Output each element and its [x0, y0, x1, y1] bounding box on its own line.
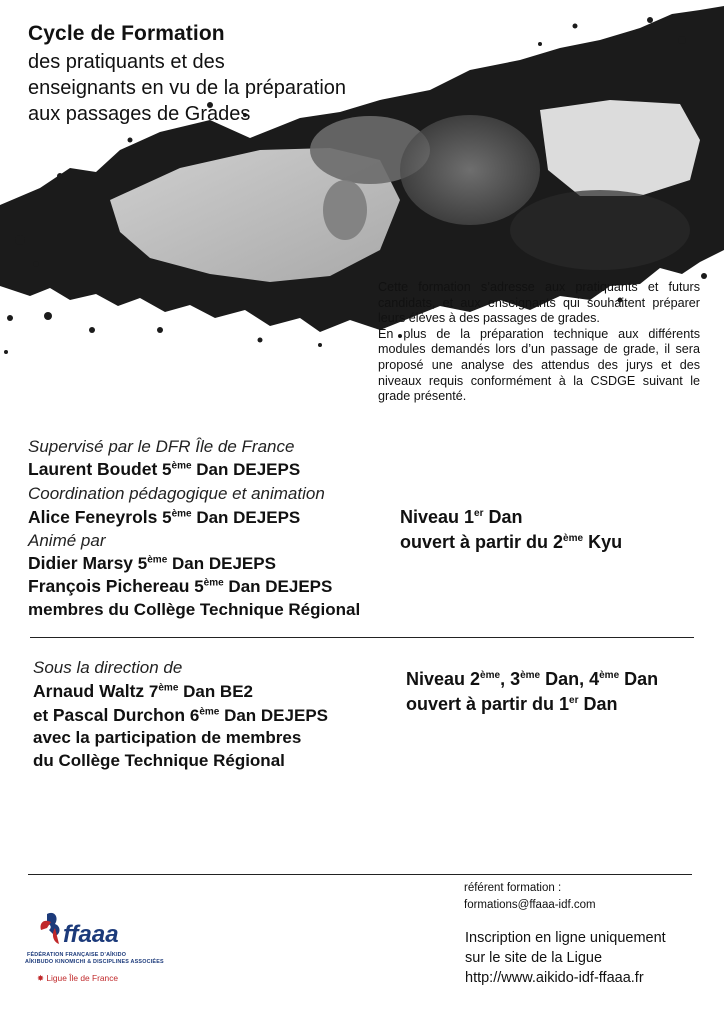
staff-name: Alice Feneyrols	[28, 507, 158, 527]
staff-arnaud-waltz	[33, 681, 253, 702]
staff-didier-marsy	[28, 553, 276, 574]
inscription-line-2: sur le site de la Ligue	[465, 950, 603, 966]
staff-rank: Dan DEJEPS	[219, 706, 328, 725]
level-text: Dan	[578, 694, 618, 714]
staff-rank: Dan DEJEPS	[191, 508, 301, 527]
college-label: du Collège Technique Régional	[33, 751, 285, 770]
staff-rank-number: 5	[194, 577, 204, 596]
level-text: , 3	[500, 669, 521, 689]
staff-francois-pichereau	[28, 576, 332, 597]
level-sup: ème	[563, 533, 584, 544]
banner-light-area-right	[540, 100, 700, 196]
inscription-line-1: Inscription en ligne uniquement	[465, 930, 666, 946]
level-sup: ème	[480, 670, 501, 681]
supervise-label: Supervisé par le DFR Île de France	[28, 437, 295, 456]
members-label: membres du Collège Technique Régional	[28, 600, 361, 619]
level-sup: er	[569, 695, 579, 706]
level-text: ouvert à partir du 1	[406, 694, 570, 714]
league-label	[37, 973, 118, 983]
inscription-url-link[interactable]: http://www.aikido-idf-ffaaa.fr	[465, 970, 644, 986]
level-text: Kyu	[583, 532, 623, 552]
league-name: Ligue Île de France	[46, 973, 119, 983]
level-sup: ème	[520, 670, 541, 681]
level-text: Dan, 4	[540, 669, 600, 689]
level-sup: ème	[599, 670, 620, 681]
staff-name: Arnaud Waltz	[33, 681, 145, 701]
level-2-requirement	[406, 694, 618, 715]
level-text: Dan	[619, 669, 659, 689]
subtitle-line-2: enseignants en vu de la préparation	[28, 77, 347, 99]
staff-rank-sup: ème	[203, 577, 224, 589]
ffaaa-logo-mark	[25, 908, 175, 950]
banner-hand-blur	[323, 180, 367, 240]
direction-label: Sous la direction de	[33, 658, 183, 677]
staff-rank-sup: ème	[171, 460, 192, 472]
banner-body-blur	[400, 115, 540, 225]
level-1-requirement	[400, 532, 622, 553]
level-text: Dan	[483, 507, 523, 527]
staff-rank-number: 7	[148, 682, 159, 701]
staff-rank: Dan DEJEPS	[223, 577, 333, 596]
page-title: Cycle de Formation	[28, 22, 225, 45]
staff-name: Pascal Durchon	[52, 705, 186, 725]
star-icon: ✸	[37, 973, 45, 983]
referent-label: référent formation :	[464, 882, 562, 894]
subtitle-line-1: des pratiquants et des	[28, 51, 225, 73]
staff-rank-number: 5	[162, 508, 172, 527]
et-label: et	[33, 706, 53, 725]
staff-rank-number: 6	[189, 706, 200, 725]
level-text: Niveau 2	[406, 669, 481, 689]
intro-paragraph-2: En plus de la préparation technique aux différents modules demandés lors d’un passage de grade, il sera proposé une analyse des attendus des jurys et des niveaux requis conformément à la CSDGE suivant le grade présenté.	[378, 326, 700, 404]
staff-name: Laurent Boudet	[28, 459, 158, 479]
staff-pascal-durchon	[33, 705, 328, 726]
staff-rank-sup: ème	[199, 706, 220, 718]
divider	[30, 637, 694, 638]
level-2-title	[406, 669, 658, 690]
coordination-label: Coordination pédagogique et animation	[28, 484, 325, 503]
level-sup: er	[474, 508, 484, 519]
referent-email-link[interactable]: formations@ffaaa-idf.com	[464, 899, 596, 911]
participation-label: avec la participation de membres	[33, 728, 302, 747]
staff-name: François Pichereau	[28, 576, 190, 596]
level-text: Niveau 1	[400, 507, 475, 527]
referent-block	[464, 880, 596, 914]
logo-caption-1: FÉDÉRATION FRANÇAISE D’AÏKIDO	[27, 952, 127, 958]
anime-label: Animé par	[28, 531, 106, 550]
staff-laurent-boudet	[28, 459, 300, 480]
footer-divider	[28, 874, 692, 875]
intro-paragraph-1: Cette formation s’adresse aux pratiquants et futurs candidats, et aux enseignants qui souhaitent préparer leurs élèves à des passages de grades.	[378, 280, 700, 326]
staff-name: Didier Marsy	[28, 553, 134, 573]
logo-wordmark: ffaaa	[63, 921, 119, 948]
subtitle-line-3: aux passages de Grades	[28, 103, 251, 125]
staff-rank-sup: ème	[171, 508, 192, 520]
staff-rank: Dan DEJEPS	[167, 554, 276, 573]
staff-rank-number: 5	[137, 554, 148, 573]
staff-rank-sup: ème	[147, 554, 168, 566]
staff-alice-feneyrols	[28, 507, 300, 528]
intro-text	[378, 280, 700, 405]
inscription-block	[465, 928, 666, 988]
level-text: ouvert à partir du 2	[400, 532, 564, 552]
banner-shoulder-blur	[510, 190, 690, 270]
logo-caption-2: AÏKIBUDO KINOMICHI & DISCIPLINES ASSOCIÉES	[25, 959, 164, 965]
level-1-title	[400, 507, 523, 528]
staff-rank-number: 5	[162, 460, 172, 479]
staff-rank: Dan DEJEPS	[191, 460, 301, 479]
staff-rank: Dan BE2	[178, 682, 254, 701]
staff-rank-sup: ème	[158, 682, 179, 694]
